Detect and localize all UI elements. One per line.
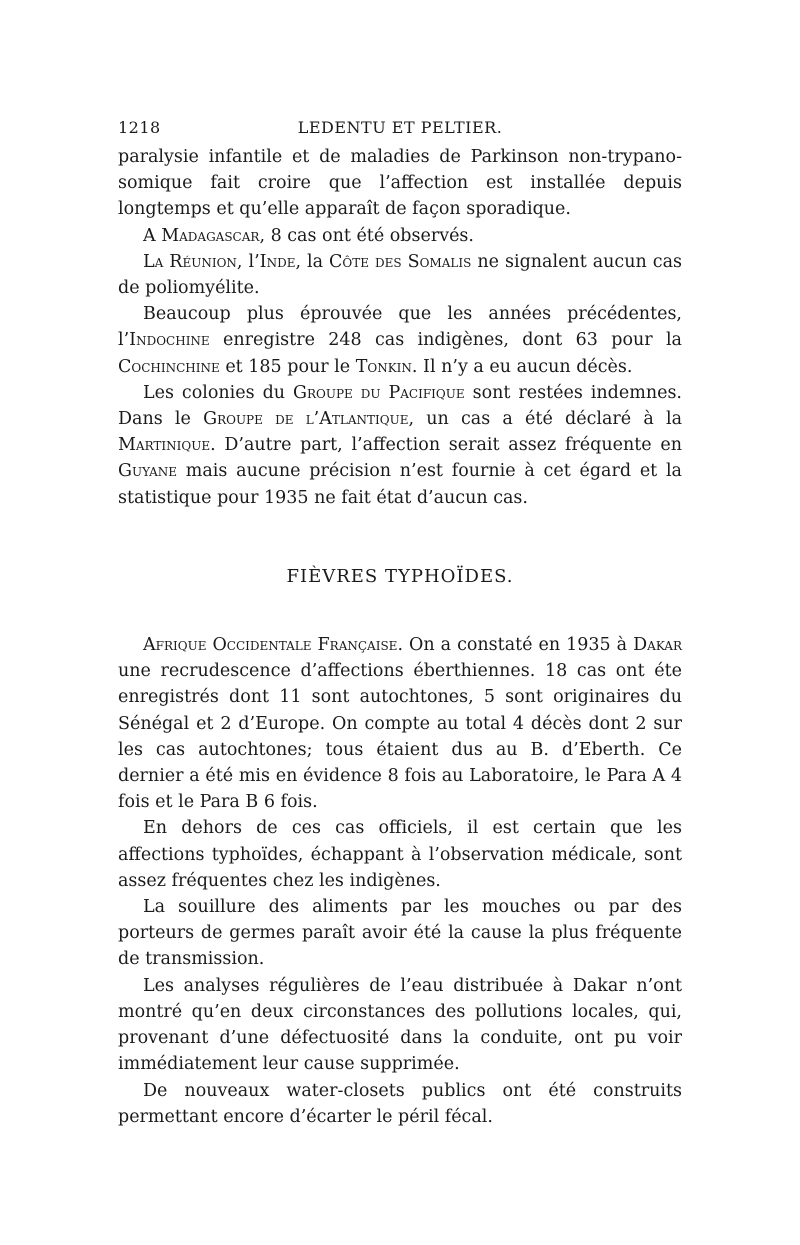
text: A — [143, 225, 162, 246]
place-reunion: La Réunion — [143, 251, 237, 272]
text: Les colonies du — [143, 382, 294, 403]
paragraph-colonies — [118, 380, 682, 511]
paragraph-water-closets: De nouveaux water-closets publics ont été construits permettant encore d’écarter le péril fécal. — [118, 1080, 682, 1127]
place-afrique-occidentale-francaise: Afrique Occidentale Française — [143, 635, 398, 656]
paragraph-cas-officiels: En dehors de ces cas officiels, il est certain que les affections typhoïdes, échappant à l’observation médicale, sont assez fréquentes chez les indigènes. — [118, 818, 682, 891]
page-header — [118, 118, 682, 144]
place-indochine: Indochine — [129, 330, 210, 351]
place-groupe-de-l-atlantique: Groupe de l’Atlantique — [203, 409, 409, 430]
place-cote-des-somalis: Côte des Somalis — [329, 251, 472, 272]
running-title: LEDENTU ET PELTIER. — [297, 118, 503, 137]
paragraph-reunion — [118, 249, 682, 301]
paragraph-indochine — [118, 301, 682, 380]
text: mais aucune précision n’est fournie à cet égard et la statistique pour 1935 ne fait état d’aucun cas. — [118, 461, 682, 508]
body-text — [118, 144, 682, 1130]
text: . On a constaté en 1935 à — [397, 635, 634, 656]
paragraph-madagascar — [118, 223, 682, 249]
text: , l’ — [236, 251, 260, 272]
text: enregistre 248 cas indigènes, dont 63 pour la — [209, 330, 682, 351]
text: , 8 cas ont été observés. — [259, 225, 474, 246]
paragraph-souillure: La souillure des aliments par les mouches ou par des porteurs de germes paraît avoir été la cause la plus fréquente de transmission. — [118, 897, 682, 970]
text: Beaucoup plus éprouvée que les années précédentes, l’ — [118, 304, 682, 351]
place-tonkin: Tonkin — [355, 356, 412, 377]
text: , un cas a été déclaré à la — [408, 409, 683, 430]
text: , la — [295, 251, 330, 272]
text: sont restées indemnes. Dans le — [118, 382, 682, 430]
place-martinique: Martinique — [118, 435, 211, 456]
place-guyane: Guyane — [118, 461, 178, 482]
text: . Il n’y a eu aucun décès. — [411, 356, 633, 377]
place-inde: Inde — [259, 251, 296, 272]
text: ne signalent aucun cas de poliomyélite. — [118, 251, 682, 299]
place-cochinchine: Cochinchine — [118, 356, 220, 377]
paragraph-analyses: Les analyses régulières de l’eau distribuée à Dakar n’ont montré qu’en deux circonstances des pollutions locales, qui, provenant d’une défectuosité dans la conduite, ont pu voir immédiatement leur cause supprimée. — [118, 975, 682, 1075]
text: et 185 pour le — [219, 356, 356, 377]
text: . D’autre part, l’affection serait assez fréquente en — [210, 435, 682, 456]
place-groupe-du-pacifique: Groupe du Pacifique — [293, 382, 465, 403]
page-number: 1218 — [118, 118, 161, 137]
paragraph-aof — [118, 632, 682, 815]
section-title: FIÈVRES TYPHOÏDES. — [286, 565, 514, 587]
place-madagascar: Madagascar — [161, 225, 260, 246]
book-page — [118, 118, 682, 1130]
place-dakar: Dakar — [633, 635, 683, 656]
text: une recrudescence d’affections éberthiennes. 18 cas ont éte enregistrés dont 11 sont autochtones, 5 sont originaires du Sénégal et 2 d’Europe. On compte au total 4 décès dont 2 sur les cas autochtones; tous étaient dus au B. d’Eberth. Ce dernier a été mis en évidence 8 fois au Laboratoire, le Para A 4 fois et le Para B 6 fois. — [118, 661, 682, 813]
paragraph-continued: paralysie infantile et de maladies de Parkinson non-trypano-somique fait croire que l’affection est installée depuis longtemps et qu’elle apparaît de façon sporadique. — [118, 147, 682, 220]
